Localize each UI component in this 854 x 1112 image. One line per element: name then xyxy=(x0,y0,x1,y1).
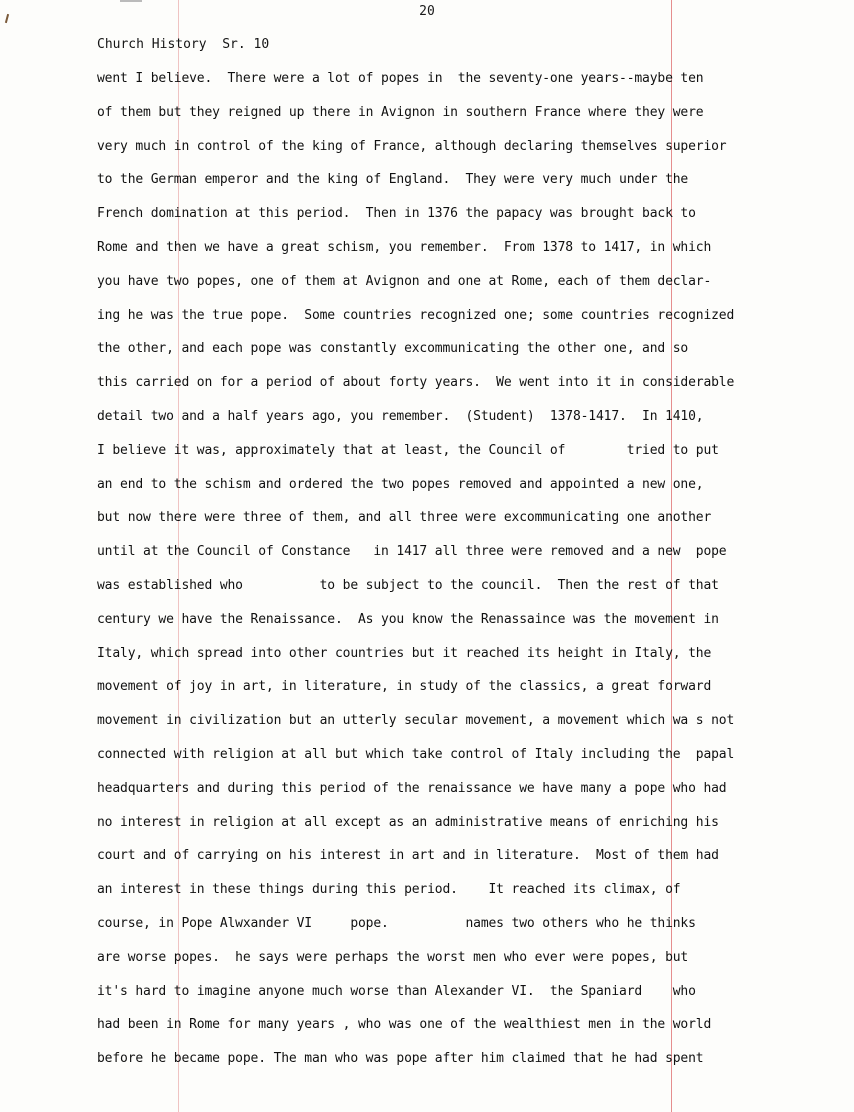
text-line: an end to the schism and ordered the two popes removed and appointed a new one, xyxy=(97,476,704,492)
text-line: you have two popes, one of them at Avignon and one at Rome, each of them declar- xyxy=(97,273,712,289)
text-line: of them but they reigned up there in Avignon in southern France where they were xyxy=(97,104,704,120)
text-line: connected with religion at all but which take control of Italy including the papal xyxy=(97,746,735,762)
page-number: 20 xyxy=(419,4,435,19)
text-line: movement in civilization but an utterly secular movement, a movement which wa s not xyxy=(97,713,735,729)
text-line: an interest in these things during this period. It reached its climax, of xyxy=(97,882,681,898)
text-line: no interest in religion at all except as an administrative means of enriching his xyxy=(97,814,719,830)
text-line: century we have the Renaissance. As you know the Renassaince was the movement in xyxy=(97,611,719,627)
text-line: French domination at this period. Then in 1376 the papacy was brought back to xyxy=(97,206,696,222)
text-line: are worse popes. he says were perhaps the worst men who ever were popes, but xyxy=(97,949,689,965)
text-line: headquarters and during this period of the renaissance we have many a pope who had xyxy=(97,780,727,796)
text-line: before he became pope. The man who was pope after him claimed that he had spent xyxy=(97,1051,704,1067)
document-header: Church History Sr. 10 xyxy=(97,37,270,52)
text-line: court and of carrying on his interest in art and in literature. Most of them had xyxy=(97,848,719,864)
text-line: but now there were three of them, and all three were excommunicating one another xyxy=(97,510,712,526)
text-line: movement of joy in art, in literature, in study of the classics, a great forward xyxy=(97,679,712,695)
text-line: very much in control of the king of France, although declaring themselves superior xyxy=(97,138,727,154)
text-line: I believe it was, approximately that at least, the Council of tried to put xyxy=(97,442,719,458)
text-line: detail two and a half years ago, you remember. (Student) 1378-1417. In 1410, xyxy=(97,408,704,424)
text-line: it's hard to imagine anyone much worse than Alexander VI. the Spaniard who xyxy=(97,983,696,999)
text-line: until at the Council of Constance in 1417 all three were removed and a new pope xyxy=(97,544,727,560)
text-line: Italy, which spread into other countries but it reached its height in Italy, the xyxy=(97,645,712,661)
text-line: to the German emperor and the king of England. They were very much under the xyxy=(97,172,689,188)
text-line: this carried on for a period of about forty years. We went into it in considerable xyxy=(97,375,735,391)
text-line: had been in Rome for many years , who was one of the wealthiest men in the world xyxy=(97,1017,712,1033)
body-text xyxy=(97,70,837,1084)
text-line: went I believe. There were a lot of popes in the seventy-one years--maybe ten xyxy=(97,71,704,86)
scan-smudge xyxy=(120,0,142,2)
text-line: the other, and each pope was constantly excommunicating the other one, and so xyxy=(97,341,689,357)
text-line: Rome and then we have a great schism, you remember. From 1378 to 1417, in which xyxy=(97,239,712,255)
text-line: ing he was the true pope. Some countries recognized one; some countries recognized xyxy=(97,307,735,323)
text-line: was established who to be subject to the council. Then the rest of that xyxy=(97,577,719,593)
text-line: course, in Pope Alwxander VI pope. names two others who he thinks xyxy=(97,915,696,931)
